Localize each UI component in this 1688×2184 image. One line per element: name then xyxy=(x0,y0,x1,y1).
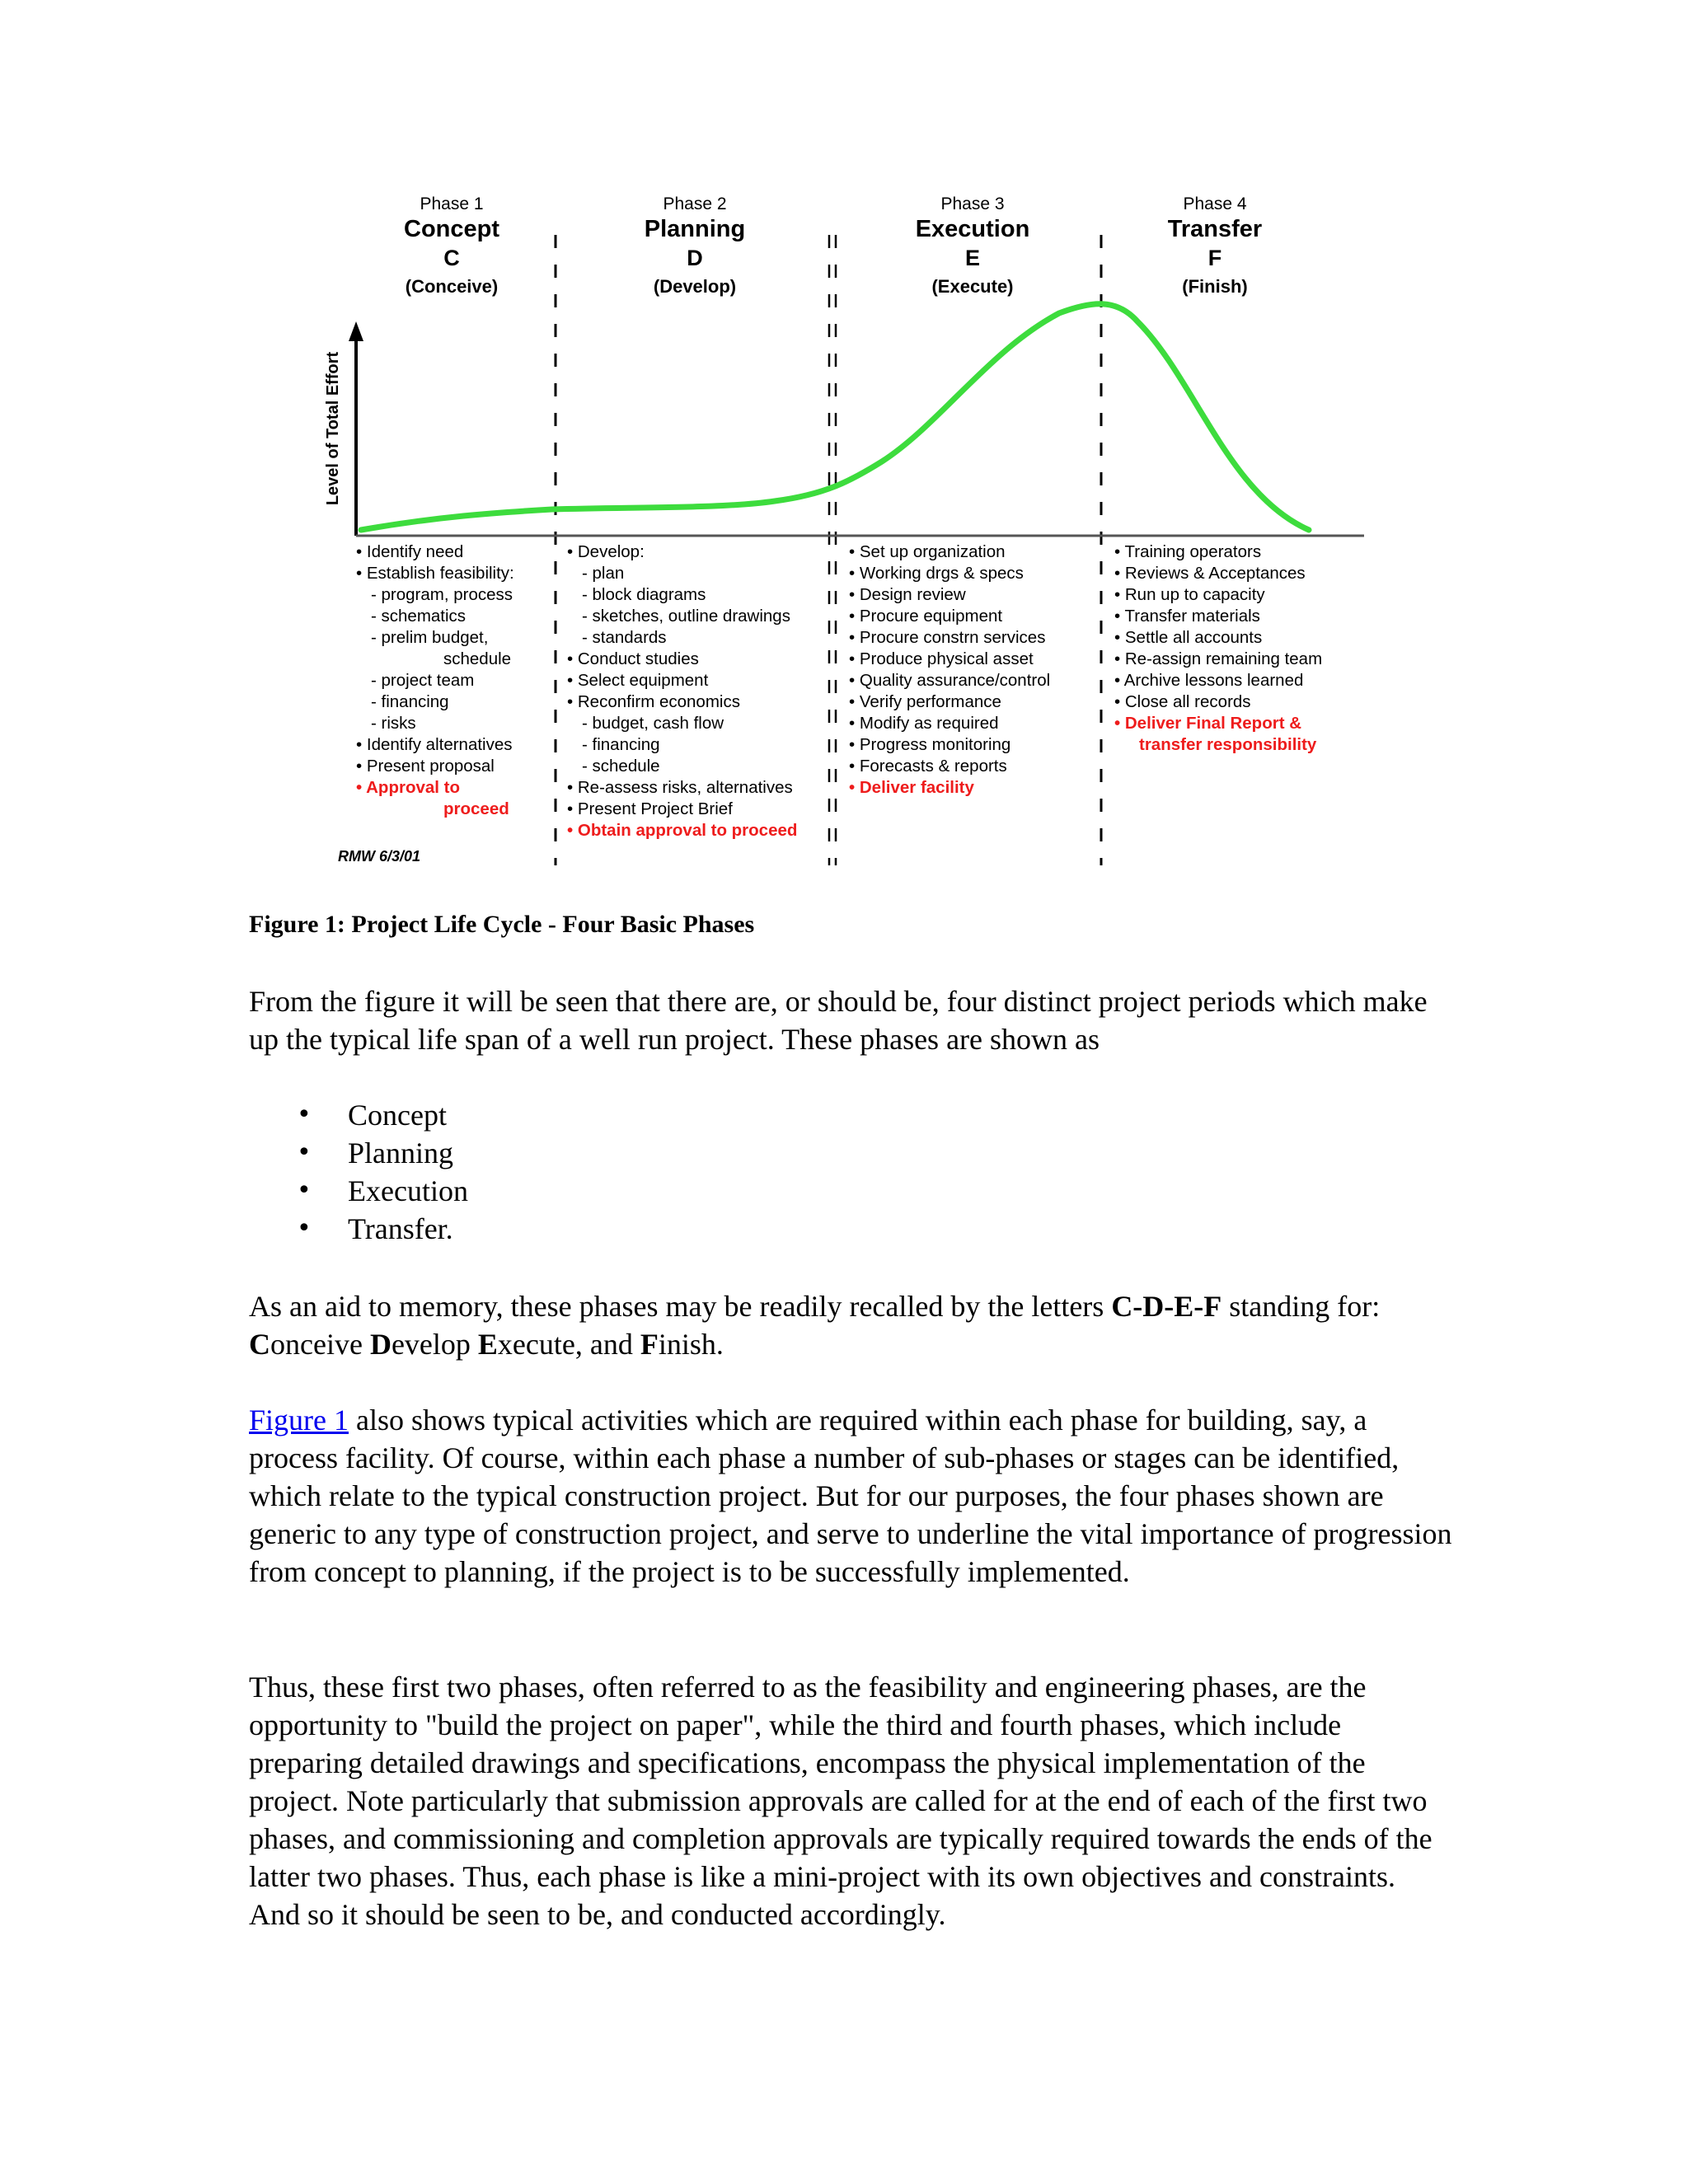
paragraph-activities: Figure 1 also shows typical activities which are required within each phase for building, say, a process facility. Of course, within each phase a number of sub-phases or stages can be identified, which relate to the typical construction project. But for our purposes, the four phases shown are generic to any type of construction project, and serve to underline the vital importance of progression from concept to planning, if the project is to be successfully implemented. xyxy=(249,1404,1452,1588)
phase-2-name: Planning xyxy=(644,216,746,242)
activity-item: • Forecasts & reports xyxy=(849,757,1007,776)
phase-3-number: Phase 3 xyxy=(940,194,1005,213)
activity-item: • Present Project Brief xyxy=(567,799,733,818)
phase-3-verb: (Execute) xyxy=(931,276,1014,297)
activity-item: • Deliver facility xyxy=(849,778,974,797)
paragraph-intro: From the figure it will be seen that there are, or should be, four distinct project periods which make up the typical life span of a well run project. These phases are shown as xyxy=(249,985,1428,1056)
activity-item: - block diagrams xyxy=(582,585,706,604)
activity-item: • Progress monitoring xyxy=(849,735,1011,754)
phase-1-letter: C xyxy=(443,246,460,270)
activity-item: • Verify performance xyxy=(849,692,1001,711)
activity-item: • Obtain approval to proceed xyxy=(567,821,798,840)
list-item: • Planning xyxy=(249,1134,468,1172)
activity-item: • Develop: xyxy=(567,542,645,561)
phase-3-name: Execution xyxy=(915,216,1030,242)
activity-item: - plan xyxy=(582,564,625,583)
list-item: • Execution xyxy=(249,1172,468,1210)
figure-1-link[interactable]: Figure 1 xyxy=(249,1404,349,1436)
activity-item: • Transfer materials xyxy=(1114,607,1260,626)
activity-item: • Set up organization xyxy=(849,542,1006,561)
activity-item: • Archive lessons learned xyxy=(1114,671,1304,690)
activity-item: • Approval to xyxy=(356,778,461,797)
phase-4-name: Transfer xyxy=(1167,216,1263,242)
life-cycle-diagram xyxy=(313,190,1385,882)
phase-4-letter: F xyxy=(1207,246,1222,270)
author-note: RMW 6/3/01 xyxy=(338,848,421,865)
activity-item: • Working drgs & specs xyxy=(849,564,1024,583)
activity-item: schedule xyxy=(443,649,512,668)
activity-item: • Reviews & Acceptances xyxy=(1114,564,1306,583)
activity-item: - financing xyxy=(582,735,660,754)
figure-caption: Figure 1: Project Life Cycle - Four Basic Phases xyxy=(249,911,755,938)
activity-item: - sketches, outline drawings xyxy=(582,607,790,626)
paragraph-mnemonic: As an aid to memory, these phases may be readily recalled by the letters C-D-E-F standing for: Conceive Develop Execute, and Finish. xyxy=(249,1290,1381,1361)
activity-item: • Run up to capacity xyxy=(1114,585,1265,604)
mnemonic-letters: C-D-E-F xyxy=(1111,1290,1222,1323)
phase-2-number: Phase 2 xyxy=(663,194,727,213)
activity-item: • Close all records xyxy=(1114,692,1251,711)
activity-item: • Conduct studies xyxy=(567,649,699,668)
phase-2-verb: (Develop) xyxy=(653,276,737,297)
activity-item: - schedule xyxy=(582,757,660,776)
activity-item: - program, process xyxy=(371,585,513,604)
activity-item: • Deliver Final Report & xyxy=(1114,714,1302,733)
activity-item: transfer responsibility xyxy=(1139,735,1317,754)
activity-lists xyxy=(356,542,1322,840)
activity-item: • Settle all accounts xyxy=(1114,628,1263,647)
phase-2-letter: D xyxy=(687,246,703,270)
activity-item: • Procure equipment xyxy=(849,607,1003,626)
activity-item: - project team xyxy=(371,671,475,690)
activity-item: - budget, cash flow xyxy=(582,714,724,733)
activity-item: • Identify alternatives xyxy=(356,735,513,754)
paragraph-phases-detail: Thus, these first two phases, often referred to as the feasibility and engineering phases, are the opportunity to "build the project on paper", while the third and fourth phases, which include preparing detailed drawings and specifications, encompass the physical implementation of the project. Note particularly that submission approvals are called for at the end of each of the first two phases, and commissioning and completion approvals are typically required towards the ends of the latter two phases. Thus, each phase is like a mini-project with its own objectives and constraints. And so it should be seen to be, and conducted accordingly. xyxy=(249,1671,1432,1931)
phase-4-number: Phase 4 xyxy=(1183,194,1247,213)
activity-item: - schematics xyxy=(371,607,467,626)
phase-3-letter: E xyxy=(964,246,981,270)
activity-item: • Training operators xyxy=(1114,542,1262,561)
activity-item: - standards xyxy=(582,628,667,647)
activity-item: • Re-assess risks, alternatives xyxy=(567,778,793,797)
project-life-cycle-figure xyxy=(313,190,1385,882)
phase-1-verb: (Conceive) xyxy=(405,276,499,297)
activity-item: • Select equipment xyxy=(567,671,709,690)
y-axis-arrow-icon xyxy=(349,321,363,341)
list-item: • Concept xyxy=(249,1096,468,1134)
activity-item: proceed xyxy=(443,799,509,818)
list-item: • Transfer. xyxy=(249,1210,468,1248)
activity-item: • Establish feasibility: xyxy=(356,564,514,583)
activity-item: - prelim budget, xyxy=(371,628,489,647)
activity-item: • Re-assign remaining team xyxy=(1114,649,1323,668)
phase-list xyxy=(249,1096,468,1248)
activity-item: - financing xyxy=(371,692,449,711)
activity-item: • Reconfirm economics xyxy=(567,692,740,711)
phase-4-verb: (Finish) xyxy=(1182,276,1248,297)
activity-item: • Quality assurance/control xyxy=(849,671,1051,690)
phase-1-name: Concept xyxy=(404,216,499,242)
activity-item: • Procure constrn services xyxy=(849,628,1046,647)
activity-item: • Present proposal xyxy=(356,757,495,776)
phase-1-number: Phase 1 xyxy=(420,194,484,213)
activity-item: - risks xyxy=(371,714,416,733)
y-axis-label: Level of Total Effort xyxy=(324,351,342,506)
activity-item: • Modify as required xyxy=(849,714,999,733)
activity-item: • Produce physical asset xyxy=(849,649,1034,668)
activity-item: • Design review xyxy=(849,585,966,604)
activity-item: • Identify need xyxy=(356,542,464,561)
